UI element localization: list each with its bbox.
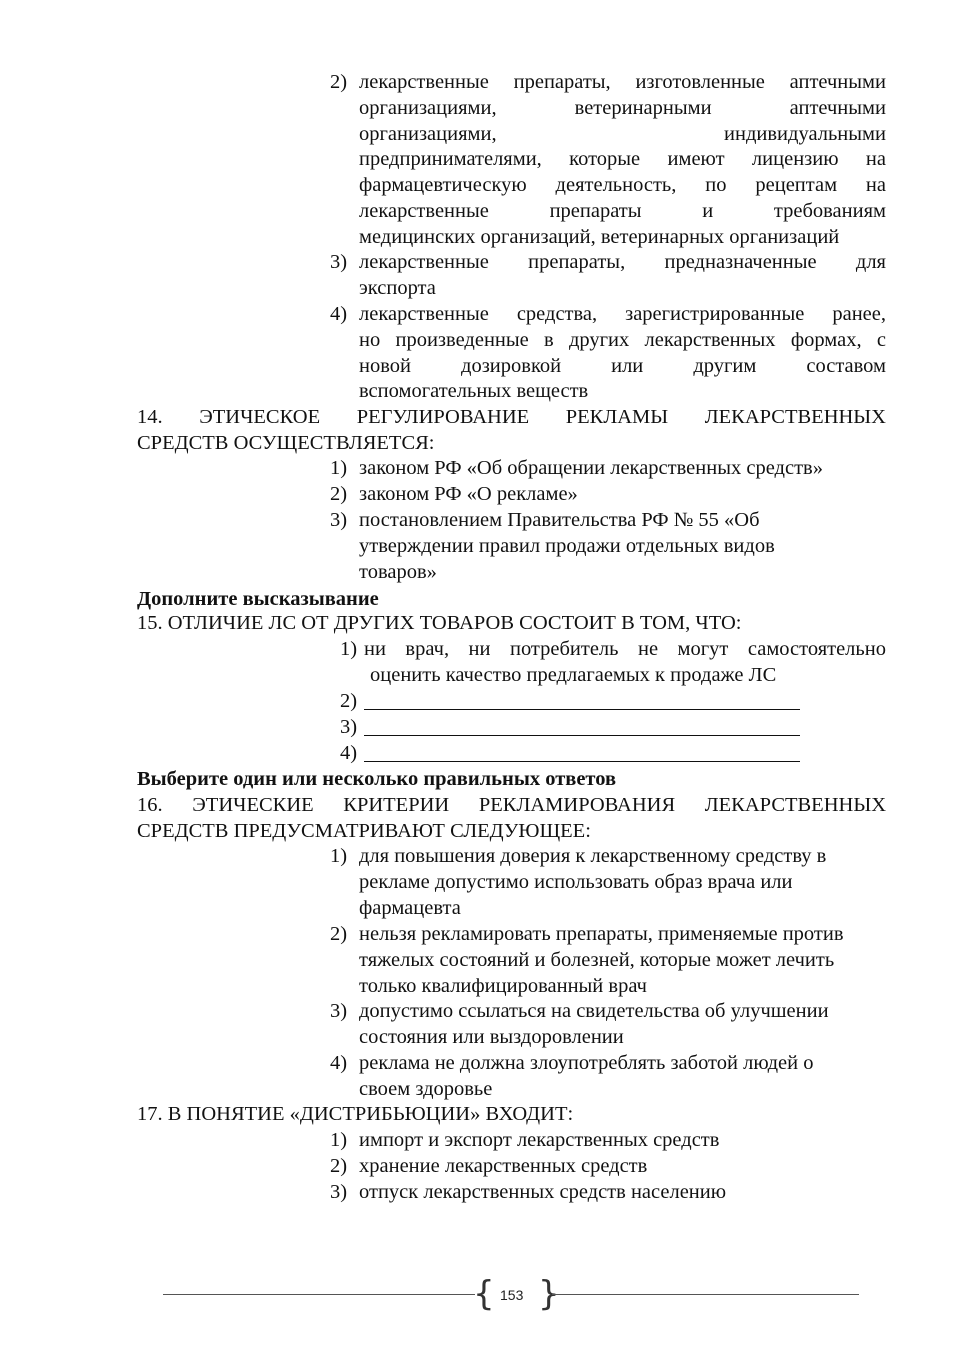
question-16 <box>137 793 886 845</box>
option-number: 4) <box>330 303 348 325</box>
option-text: постановлением Правительства РФ № 55 «Об утверждении правил продажи отдельных видов товаров» <box>359 509 775 583</box>
option-number: 3) <box>330 509 348 531</box>
option-number: 1) <box>330 457 348 479</box>
option-line: организациями, ветеринарными аптечными <box>359 96 886 119</box>
q15-blank-answer-2[interactable] <box>340 689 357 713</box>
question-17: 17. В ПОНЯТИЕ «ДИСТРИБЬЮЦИИ» ВХОДИТ: <box>137 1103 574 1125</box>
option-number: 3) <box>330 251 348 273</box>
option-text: отпуск лекарственных средств населению <box>359 1181 727 1203</box>
q16-option-3 <box>330 999 886 1051</box>
option-number: 2) <box>330 483 348 505</box>
question-line: СРЕДСТВ ОСУЩЕСТВЛЯЕТСЯ: <box>137 431 435 454</box>
question-15: 15. ОТЛИЧИЕ ЛС ОТ ДРУГИХ ТОВАРОВ СОСТОИТ В ТОМ, ЧТО: <box>137 612 742 634</box>
option-number: 4) <box>330 1052 348 1074</box>
option-text: импорт и экспорт лекарственных средств <box>359 1129 720 1151</box>
q15-blank-answer-4[interactable] <box>340 741 357 765</box>
option-number: 2) <box>330 71 348 93</box>
option-line: медицинских организаций, ветеринарных организаций <box>359 225 840 248</box>
question-14 <box>137 405 886 457</box>
option-line: лекарственные препараты, изготовленные аптечными <box>359 71 886 93</box>
option-line: лекарственные препараты и требованиям <box>359 199 886 222</box>
page-number: 153 <box>500 1287 524 1303</box>
option-number: 2) <box>330 1155 348 1177</box>
q17-option-1 <box>330 1128 886 1154</box>
q16-option-1 <box>330 844 886 921</box>
q16-option-4 <box>330 1051 886 1103</box>
q14-option-3 <box>330 508 800 585</box>
option-number: 1) <box>340 638 358 660</box>
option-number: 2) <box>340 690 358 712</box>
option-text: законом РФ «О рекламе» <box>359 483 578 505</box>
q13-option-3 <box>330 250 886 302</box>
option-line: но произведенные в других лекарственных формах, с <box>359 328 886 351</box>
option-number: 1) <box>330 1129 348 1151</box>
option-line: оценить качество предлагаемых к продаже ЛС <box>370 663 777 686</box>
q17-option-3 <box>330 1180 886 1206</box>
question-line: СРЕДСТВ ПРЕДУСМАТРИВАЮТ СЛЕДУЮЩЕЕ: <box>137 819 591 842</box>
option-line: предпринимателями, которые имеют лицензию на <box>359 148 886 171</box>
instruction-complete: Дополните высказывание <box>137 588 379 610</box>
option-line: новой дозировкой или другим составом <box>359 354 886 377</box>
option-number: 4) <box>340 742 358 764</box>
option-line: ни врач, ни потребитель не могут самостоятельно <box>364 638 886 660</box>
q15-option-1 <box>340 637 886 689</box>
option-number: 3) <box>340 716 358 738</box>
right-brace-icon: } <box>538 1274 560 1314</box>
option-number: 2) <box>330 923 348 945</box>
option-line: фармацевтическую деятельность, по рецептам на <box>359 174 886 197</box>
q13-option-4 <box>330 302 886 405</box>
option-text: нельзя рекламировать препараты, применяемые против тяжелых состояний и болезней, которые может лечить только квалифицированный врач <box>359 923 844 997</box>
footer-rule-left <box>163 1294 475 1295</box>
q14-option-1 <box>330 456 886 482</box>
option-number: 1) <box>330 845 348 867</box>
option-number: 3) <box>330 1181 348 1203</box>
q14-option-2 <box>330 482 886 508</box>
option-text: для повышения доверия к лекарственному средству в рекламе допустимо использовать образ врача или фармацевта <box>359 845 827 919</box>
option-line: лекарственные препараты, предназначенные для <box>359 251 886 273</box>
q13-option-2 <box>330 70 886 251</box>
option-number: 3) <box>330 1000 348 1022</box>
q17-option-2 <box>330 1154 886 1180</box>
option-text: реклама не должна злоупотреблять заботой людей о своем здоровье <box>359 1052 814 1100</box>
option-text: законом РФ «Об обращении лекарственных средств» <box>359 457 823 479</box>
left-brace-icon: { <box>473 1274 495 1314</box>
answer-line <box>364 761 800 762</box>
option-text: хранение лекарственных средств <box>359 1155 648 1177</box>
instruction-choose: Выберите один или несколько правильных ответов <box>137 768 617 790</box>
option-line: экспорта <box>359 276 436 299</box>
option-text: допустимо ссылаться на свидетельства об улучшении состояния или выздоровлении <box>359 1000 829 1048</box>
question-line: 16. ЭТИЧЕСКИЕ КРИТЕРИИ РЕКЛАМИРОВАНИЯ ЛЕКАРСТВЕННЫХ <box>137 794 886 816</box>
option-line: организациями, индивидуальными <box>359 122 886 145</box>
answer-line <box>364 735 800 736</box>
question-line: 14. ЭТИЧЕСКОЕ РЕГУЛИРОВАНИЕ РЕКЛАМЫ ЛЕКАРСТВЕННЫХ <box>137 406 886 428</box>
option-line: вспомогательных веществ <box>359 380 589 403</box>
answer-line <box>364 709 800 710</box>
q15-blank-answer-3[interactable] <box>340 715 357 739</box>
q16-option-2 <box>330 922 886 999</box>
footer-rule-right <box>552 1294 859 1295</box>
option-line: лекарственные средства, зарегистрированные ранее, <box>359 303 886 325</box>
